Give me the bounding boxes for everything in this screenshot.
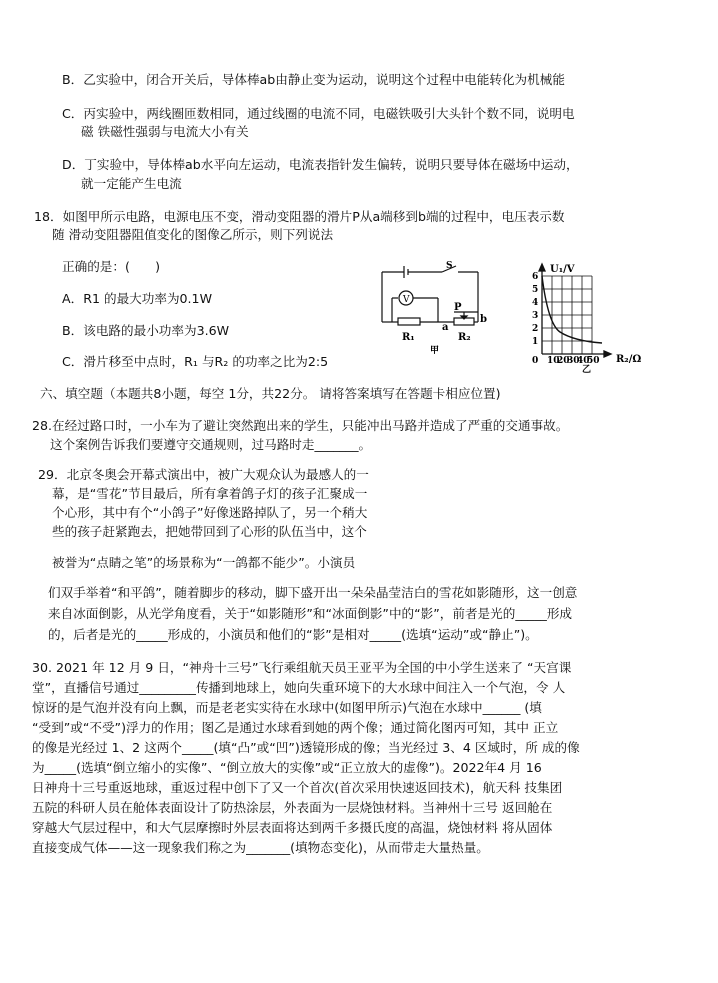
figure-caption-yi: 乙 (582, 365, 592, 374)
r1-label: R₁ (402, 332, 415, 343)
q29-line1: 29．北京冬奥会开幕式演出中，被广大观众认为最感人的一 (38, 467, 369, 482)
q18-option-c: C．滑片移至中点时，R₁ 与R₂ 的功率之比为2:5 (62, 354, 329, 369)
q30-line10: 直接变成气体——这一现象我们称之为_______(填物态变化)，从而带走大量热量。 (32, 840, 489, 855)
graph-x-tick-label: 40 (577, 356, 590, 366)
slider-p-label: P (454, 302, 462, 313)
option-c-prev-line1: C．丙实验中，两线圈匝数相同，通过线圈的电流不同，电磁铁吸引大头针个数不同，说明电 (62, 106, 575, 121)
q29-line6: 们双手举着“和平鸽”，随着脚步的移动，脚下盛开出一朵朵晶莹洁白的雪花如影随形，这一创意 (48, 585, 578, 600)
voltage-resistance-graph (528, 262, 658, 374)
graph-x-tick-label: 50 (587, 356, 600, 366)
q18-stem-line1: 18．如图甲所示电路，电源电压不变，滑动变阻器的滑片P从a端移到b端的过程中，电压表示数 (34, 209, 565, 224)
option-c-prev-line2: 磁 铁磁性强弱与电流大小有关 (81, 124, 249, 139)
end-b-label: b (480, 314, 487, 325)
q30-line4: “受到”或“不受”)浮力的作用；图乙是通过水球看到她的两个像；通过简化图丙可知，其中 正立 (32, 720, 559, 735)
switch-label: S (446, 261, 453, 271)
q30-line7: 日神舟十三号重返地球，重返过程中创下了又一个首次(首次采用快速返回技术)，航天科 技集团 (32, 780, 563, 795)
q30-line8: 五院的科研人员在舱体表面设计了防热涂层，外表面为一层烧蚀材料。当神州十三号 返回舱在 (32, 800, 553, 815)
q28-line2: 这个案例告诉我们要遵守交通规则，过马路时走_______。 (50, 437, 372, 452)
q29-line8: 的，后者是光的_____形成的，小演员和他们的“影”是相对_____(选填“运动”或“静止”)。 (48, 627, 538, 642)
q29-line2: 幕，是“雪花”节目最后，所有拿着鸽子灯的孩子汇聚成一 (52, 486, 368, 501)
section-6-heading: 六、填空题（本题共8小题，每空 1分，共22分。 请将答案填写在答题卡相应位置) (40, 386, 501, 401)
option-d-prev-line2: 就一定能产生电流 (81, 176, 182, 191)
graph-x-tick-label: 20 (557, 356, 570, 366)
option-d-prev-line1: D．丁实验中，导体棒ab水平向左运动，电流表指针发生偏转，说明只要导体在磁场中运动， (62, 157, 579, 172)
graph-x-axis-label: R₂/Ω (616, 354, 642, 365)
graph-x-tick-label: 10 (547, 356, 560, 366)
q29-line3: 个心形，其中有个“小鸽子”好像迷路掉队了，另一个稍大 (52, 505, 368, 520)
q30-line1: 30. 2021 年 12 月 9 日，“神舟十三号”飞行乘组航天员王亚平为全国的中小学生送来了 “天宫课 (32, 660, 572, 675)
option-b-prev: B．乙实验中，闭合开关后，导体棒ab由静止变为运动，说明这个过程中电能转化为机械能 (62, 72, 565, 87)
q29-line5: 被誉为“点睛之笔”的场景称为“一鸽都不能少”。小演员 (52, 555, 356, 570)
r2-label: R₂ (458, 332, 471, 343)
q18-option-a: A．R1 的最大功率为0.1W (62, 291, 213, 306)
end-a-label: a (442, 322, 449, 333)
q18-option-b: B．该电路的最小功率为3.6W (62, 323, 230, 338)
q30-line5: 的像是光经过 1、2 这两个_____(填“凸”或“凹”)透镜形成的像；当光经过 3、4 区域时，所 成的像 (32, 740, 580, 755)
q29-line4: 些的孩子赶紧跑去，把她带回到了心形的队伍当中，这个 (52, 524, 367, 539)
graph-y-tick-label: 3 (532, 311, 539, 321)
q30-line3: 惊讶的是气泡并没有向上飘，而是老老实实待在水球中(如图甲所示)气泡在水球中______ (填 (32, 700, 542, 715)
q29-line7: 来自冰面倒影，从光学角度看，关于“如影随形”和“冰面倒影”中的“影”，前者是光的_____形成 (48, 606, 573, 621)
q30-line6: 为_____(选填“倒立缩小的实像”、“倒立放大的实像”或“正立放大的虚像”)。2022年4 月 16 (32, 760, 542, 775)
q28-line1: 28.在经过路口时，一小车为了避让突然跑出来的学生，只能冲出马路并造成了严重的交通事故。 (32, 418, 569, 433)
figure-caption-jia: 甲 (430, 346, 440, 356)
graph-y-tick-label: 4 (532, 298, 539, 308)
q30-line9: 穿越大气层过程中，和大气层摩擦时外层表面将达到两千多摄氏度的高温，烧蚀材料 将从固体 (32, 820, 553, 835)
graph-y-axis-label: U₁/V (550, 264, 575, 275)
graph-y-tick-label: 1 (532, 337, 539, 347)
voltmeter-label: V (403, 295, 410, 305)
graph-y-tick-label: 5 (532, 285, 539, 295)
circuit-diagram (374, 260, 492, 356)
q18-stem-line3: 正确的是：( ) (62, 259, 160, 274)
q30-line2: 堂”，直播信号通过_________传播到地球上，她向失重环境下的大水球中间注入一个气泡，令 人 (32, 680, 566, 695)
graph-x-tick-label: 30 (567, 356, 580, 366)
graph-x-tick-label: 0 (532, 356, 539, 366)
graph-y-tick-label: 2 (532, 324, 539, 334)
q18-stem-line2: 随 滑动变阻器阻值变化的图像乙所示，则下列说法 (52, 227, 334, 242)
graph-y-tick-label: 6 (532, 272, 539, 282)
